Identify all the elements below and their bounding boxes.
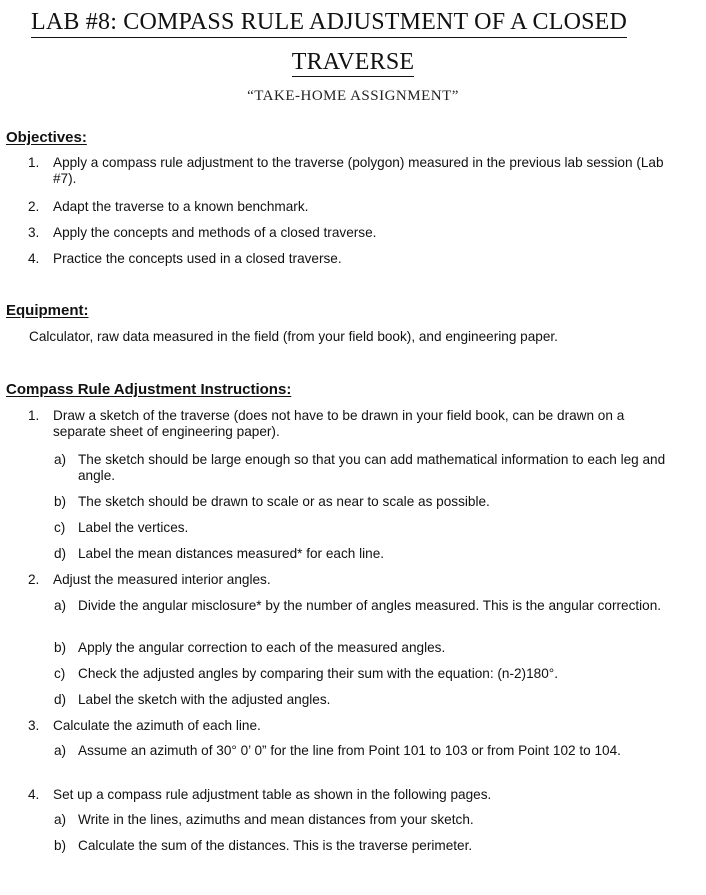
- objective-text: Apply a compass rule adjustment to the traverse (polygon) measured in the previous lab session (Lab #7).: [53, 155, 664, 186]
- instruction-number: 4.: [28, 787, 40, 802]
- instruction-number: 2.: [28, 572, 40, 587]
- sub-instruction-text: Divide the angular misclosure* by the number of angles measured. This is the angular correction.: [78, 598, 662, 613]
- objective-number: 1.: [28, 155, 40, 170]
- objective-number: 2.: [28, 199, 40, 214]
- page-subtitle: “TAKE-HOME ASSIGNMENT”: [247, 88, 459, 104]
- sub-instruction-text: Check the adjusted angles by comparing their sum with the equation: (n-2)180°.: [78, 666, 558, 681]
- page-title-line-1: LAB #8: COMPASS RULE ADJUSTMENT OF A CLOSED: [31, 8, 627, 38]
- sub-instruction-letter: b): [54, 494, 67, 509]
- sub-instruction-text: The sketch should be drawn to scale or as near to scale as possible.: [78, 494, 490, 509]
- sub-instruction-letter: a): [54, 812, 67, 827]
- page-title-line-2-wrap: [0, 48, 706, 76]
- objective-text: Practice the concepts used in a closed traverse.: [53, 251, 342, 266]
- instructions-heading: Compass Rule Adjustment Instructions:: [6, 381, 292, 398]
- sub-instruction-text: Label the sketch with the adjusted angles.: [78, 692, 331, 707]
- sub-instruction-letter: b): [54, 640, 67, 655]
- page-title-line-2: TRAVERSE: [291, 49, 415, 75]
- instruction-text: Set up a compass rule adjustment table as shown in the following pages.: [53, 787, 492, 802]
- sub-instruction-text: Write in the lines, azimuths and mean distances from your sketch.: [78, 812, 474, 827]
- objective-number: 4.: [28, 251, 40, 266]
- instruction-number: 3.: [28, 718, 40, 733]
- sub-instruction-text: Label the mean distances measured* for each line.: [78, 546, 385, 561]
- instruction-text: Adjust the measured interior angles.: [53, 572, 271, 587]
- sub-instruction-text: Calculate the sum of the distances. This is the traverse perimeter.: [78, 838, 473, 853]
- instruction-number: 1.: [28, 408, 40, 423]
- sub-instruction-text: Label the vertices.: [78, 520, 189, 535]
- objectives-heading: Objectives:: [6, 129, 87, 146]
- sub-instruction-letter: c): [54, 520, 66, 535]
- sub-instruction-text: The sketch should be large enough so that you can add mathematical information to each leg and angle.: [78, 452, 666, 483]
- sub-instruction-letter: a): [54, 598, 67, 613]
- equipment-heading: Equipment:: [6, 302, 89, 319]
- equipment-text: Calculator, raw data measured in the field (from your field book), and engineering paper.: [29, 329, 558, 344]
- sub-instruction-text: Apply the angular correction to each of the measured angles.: [78, 640, 446, 655]
- sub-instruction-letter: c): [54, 666, 66, 681]
- instruction-text: Draw a sketch of the traverse (does not have to be drawn in your field book, can be drawn on a separate sheet of engineering paper).: [53, 408, 625, 439]
- sub-instruction-letter: a): [54, 452, 67, 467]
- objective-number: 3.: [28, 225, 40, 240]
- objective-text: Apply the concepts and methods of a closed traverse.: [53, 225, 377, 240]
- objective-text: Adapt the traverse to a known benchmark.: [53, 199, 309, 214]
- sub-instruction-letter: a): [54, 743, 67, 758]
- sub-instruction-text: Assume an azimuth of 30° 0’ 0” for the line from Point 101 to 103 or from Point 102 to 104.: [78, 743, 621, 758]
- instruction-text: Calculate the azimuth of each line.: [53, 718, 261, 733]
- sub-instruction-letter: d): [54, 546, 67, 561]
- sub-instruction-letter: d): [54, 692, 67, 707]
- sub-instruction-letter: b): [54, 838, 67, 853]
